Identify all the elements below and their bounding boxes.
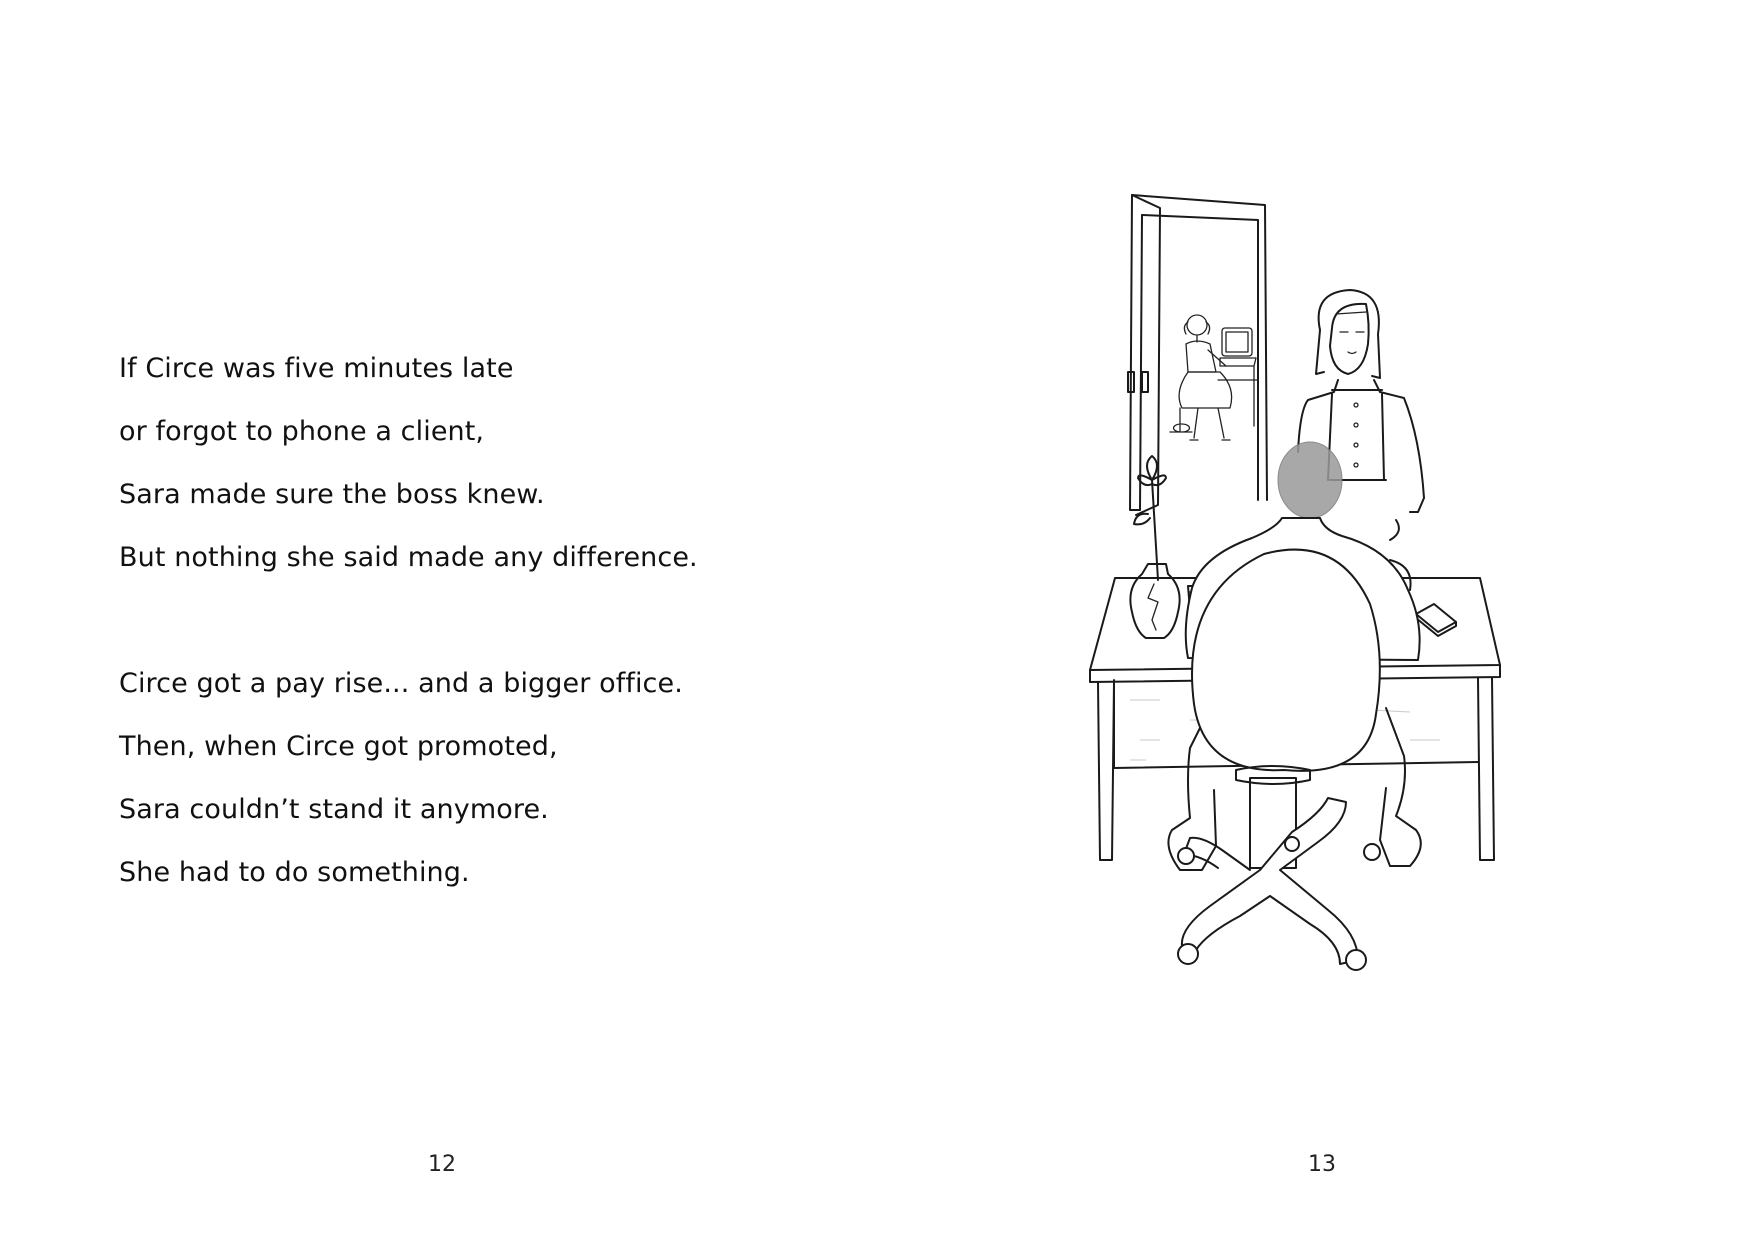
story-line: Then, when Circe got promoted, [119,731,558,762]
page-number-right: 13 [1308,1152,1336,1177]
right-page [874,0,1748,1240]
story-line: She had to do something. [119,857,470,888]
illustration-drawing [1070,180,1530,1040]
story-line: or forgot to phone a client, [119,416,485,447]
phone [1416,604,1456,636]
story-line: If Circe was five minutes late [119,353,514,384]
office-chair [1178,550,1380,970]
page-number-left: 12 [428,1152,456,1177]
woman-at-computer [1170,315,1258,440]
story-line: Sara couldn’t stand it anymore. [119,794,549,825]
open-door [1128,195,1267,515]
story-text [119,337,819,904]
office-scene-illustration [1070,180,1530,1040]
story-line: Sara made sure the boss knew. [119,479,545,510]
stanza-gap [119,589,819,652]
vase-with-flower [1130,456,1179,638]
story-line: Circe got a pay rise... and a bigger office. [119,668,683,699]
story-line: But nothing she said made any difference. [119,542,698,573]
